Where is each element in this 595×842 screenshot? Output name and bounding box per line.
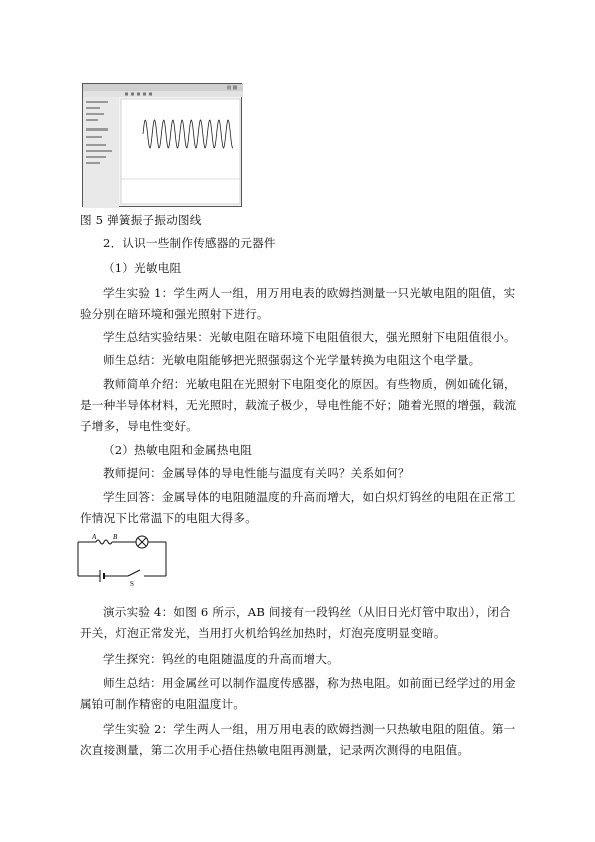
label-s: S [130,580,134,588]
window-maximize-icon [227,86,231,90]
para-teacher-question: 教师提问：金属导体的导电性能与温度有关吗？关系如何？ [103,466,410,480]
window-close-icon [233,86,237,90]
figure-6-circuit [74,530,174,590]
label-a: A [92,533,97,541]
para-teacher-summary-1: 师生总结：光敏电阻能够把光照强弱这个光学量转换为电阻这个电学量。 [103,353,481,367]
subsection-1-heading: （1）光敏电阻 [103,261,182,275]
para-student-summary-result: 学生总结实验结果：光敏电阻在暗环境下电阻值很大，强光照射下电阻值很小。 [103,330,516,344]
window-titlebar [83,84,243,91]
para-teacher-summary-2: 师生总结：用金属丝可以制作温度传感器，称为热电阻。如前面已经学过的用金属铂可制作精密的电阻温度计。 [80,676,516,711]
para-student-experiment-2: 学生实验 2：学生两人一组，用万用电表的欧姆挡测一只热敏电阻的阻值。第一次直接测量，第二次用手心捂住热敏电阻再测量，记录两次测得的电阻值。 [80,722,516,757]
switch-blade [128,570,140,576]
oscillation-graph [83,84,243,208]
para-student-answer: 学生回答：金属导体的电阻随温度的升高而增大，如白炽灯钨丝的电阻在正常工作情况下比常温下的电阻大得多。 [80,490,516,525]
para-demo-experiment-4: 演示实验 4：如图 6 所示，AB 间接有一段钨丝（从旧日光灯管中取出），闭合开关，灯泡正常发光，当用打火机给钨丝加热时，灯泡亮度明显变暗。 [80,605,511,640]
para-student-explore: 学生探究：钨丝的电阻随温度的升高而增大。 [103,652,339,666]
section-2-heading: 2．认识一些制作传感器的元器件 [103,236,276,250]
para-student-experiment-1: 学生实验 1：学生两人一组，用万用电表的欧姆挡测量一只光敏电阻的阻值，实验分别在暗环境和强光照射下进行。 [80,286,516,321]
para-teacher-intro: 教师简单介绍：光敏电阻在光照射下电阻变化的原因。有些物质，例如硫化镉，是一种半导体材料，无光照时，载流子极少，导电性能不好；随着光照的增强，载流子增多，导电性变好。 [80,377,517,433]
circuit-diagram [74,530,174,590]
window-toolbar [83,91,243,97]
plot-area [121,99,240,204]
tungsten-wire [96,540,112,544]
figure-5-caption: 图 5 弹簧振子振动图线 [80,213,202,227]
label-b: B [113,533,118,541]
figure-5-screenshot [82,83,242,207]
subsection-2-heading: （2）热敏电阻和金属热电阻 [103,443,253,457]
